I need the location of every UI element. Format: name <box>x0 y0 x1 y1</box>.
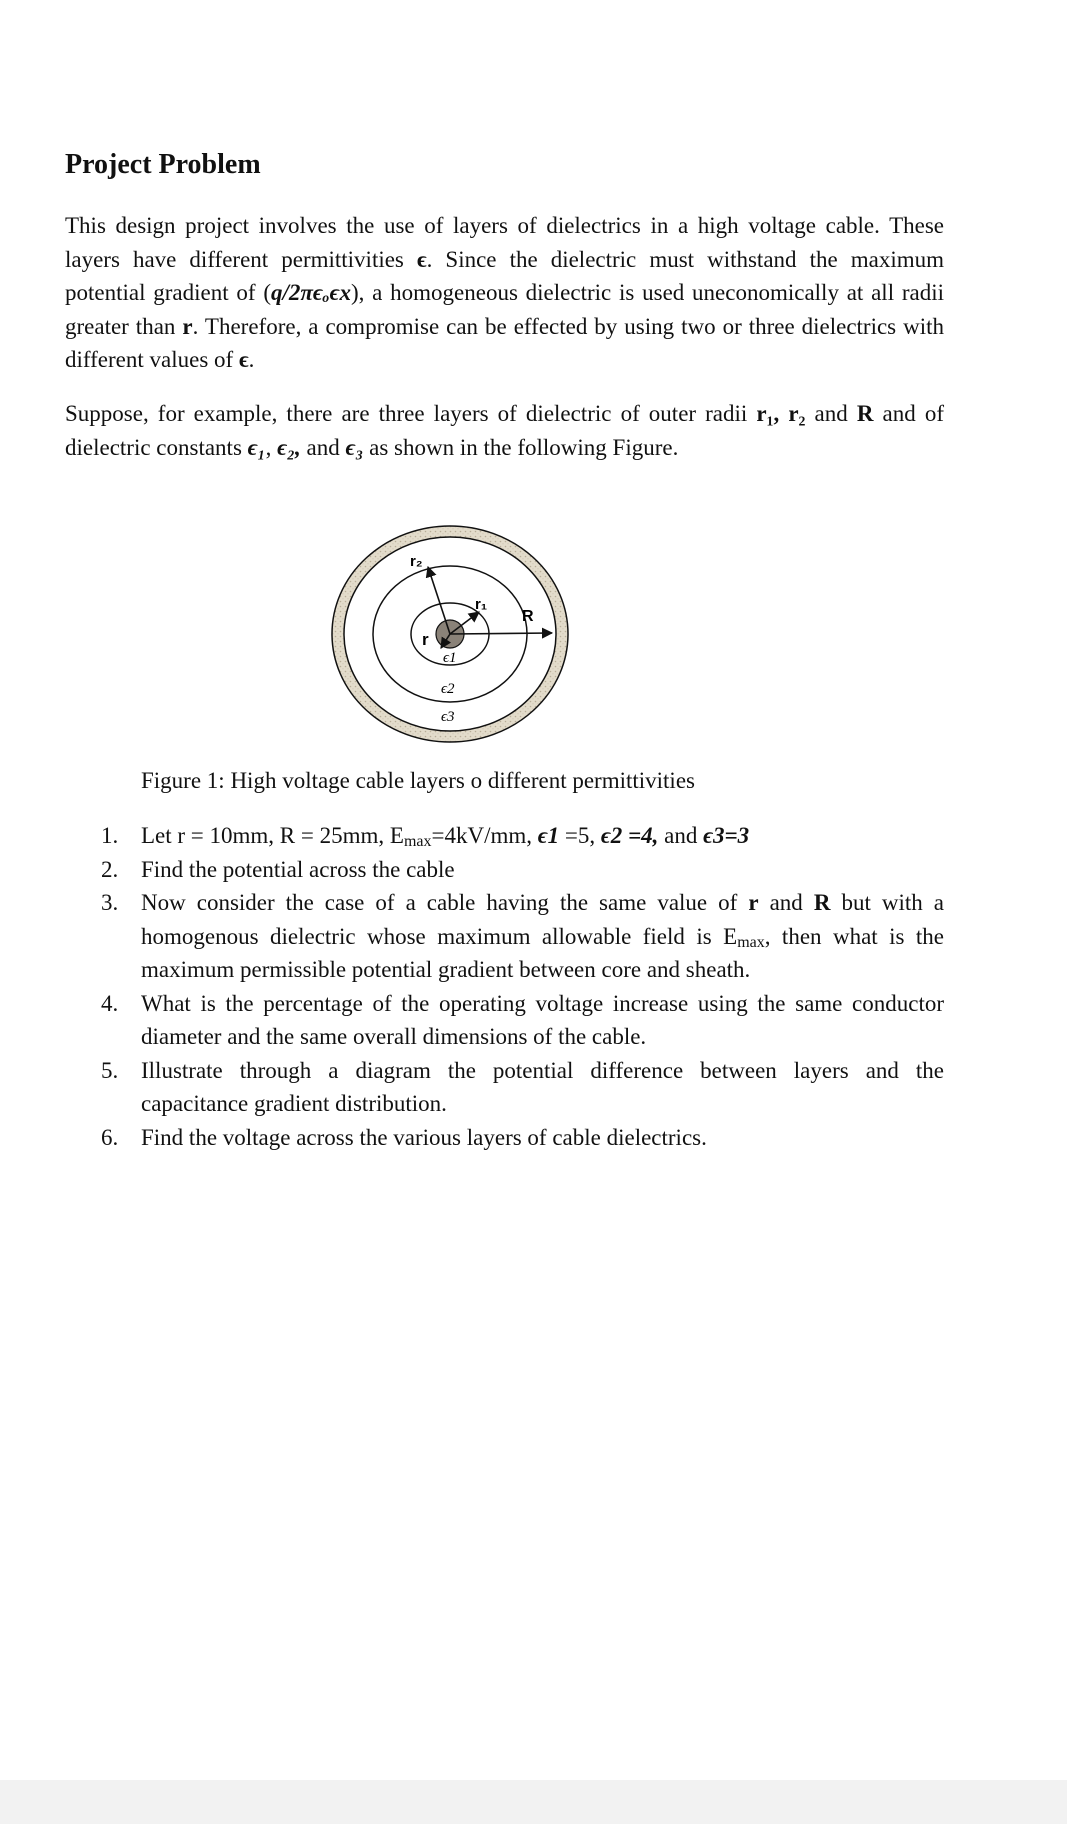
q1-text-c: =5, <box>559 823 601 848</box>
q3-text-b: and <box>758 890 814 915</box>
q1-value-4: =4, <box>622 823 659 848</box>
question-list <box>95 819 944 1154</box>
q3-text-c: but with a homogenous dielectric whose maximum allowable field is E <box>141 890 944 949</box>
layers-text-4: and <box>300 434 346 460</box>
label-R: R <box>522 608 534 625</box>
layers-text-1: Suppose, for example, there are three layers of dielectric of outer radii <box>65 401 757 426</box>
intro-text-2: . Since the dielectric must withstand the maximum potential gradient of ( <box>65 246 944 305</box>
list-item <box>95 1054 944 1121</box>
q1-epsilon-1: ϵ1 <box>537 823 560 848</box>
layers-comma: , <box>265 434 278 460</box>
epsilon-3: ϵ₃ <box>345 434 364 460</box>
q1-text-a: Let r = 10mm, R = 25mm, E <box>141 823 404 848</box>
q1-epsilon-2: ϵ2 <box>600 823 623 848</box>
layers-text-3: and of dielectric constants <box>65 401 945 460</box>
q6-text: Find the voltage across the various layers of cable dielectrics. <box>141 1124 707 1150</box>
radius-r1: r₁, <box>756 401 780 426</box>
q1-epsilon-3: ϵ3=3 <box>703 823 750 848</box>
figure-caption: Figure 1: High voltage cable layers o different permittivities <box>141 768 695 793</box>
radius-R-arrow <box>450 633 552 634</box>
q3-subscript-max: max <box>737 933 765 951</box>
intro-text-4: . Therefore, a compromise can be effected by using two or three dielectrics with different values of <box>65 313 944 372</box>
label-epsilon-1: ϵ1 <box>443 650 457 666</box>
gradient-formula: q/2πϵₒϵx <box>270 280 351 305</box>
intro-text-5: . <box>248 347 255 372</box>
radius-R: R <box>856 401 874 426</box>
list-item <box>95 819 944 853</box>
page-bottom-margin <box>0 1780 1067 1824</box>
q2-text: Find the potential across the cable <box>141 856 455 882</box>
list-number: 1. <box>101 823 119 848</box>
list-item <box>95 853 944 887</box>
cable-cross-section-diagram <box>329 520 571 750</box>
label-epsilon-3: ϵ3 <box>441 709 455 725</box>
list-item <box>95 886 944 987</box>
q1-text-b: =4kV/mm, <box>431 823 538 848</box>
list-item <box>95 987 944 1054</box>
layers-paragraph <box>65 397 944 464</box>
list-number: 2. <box>101 856 119 882</box>
label-r2: r₂ <box>410 553 423 570</box>
layers-text-5: as shown in the following Figure. <box>363 434 679 460</box>
radius-r2: r₂ <box>788 401 806 426</box>
q1-subscript-max: max <box>403 833 432 850</box>
intro-paragraph <box>65 209 944 377</box>
layers-text-2: and <box>805 401 857 426</box>
radius-r: r <box>182 313 193 339</box>
epsilon-2: ϵ₂, <box>277 434 301 460</box>
list-number: 5. <box>101 1057 119 1083</box>
page-title: Project Problem <box>65 149 261 180</box>
label-r: r <box>422 630 429 649</box>
intro-text-3: ), a homogeneous dielectric is used uneconomically at all radii greater than <box>65 280 945 339</box>
q1-text-e: and <box>658 823 704 848</box>
q4-text: What is the percentage of the operating voltage increase using the same conductor diameter and the same overall dimensions of the cable. <box>141 990 944 1049</box>
list-number: 3. <box>101 890 119 915</box>
epsilon-1: ϵ₁ <box>247 434 266 460</box>
q3-radius-r: r <box>748 890 759 915</box>
layers-space <box>779 401 788 426</box>
list-number: 4. <box>101 990 119 1016</box>
list-number: 6. <box>101 1124 119 1150</box>
q3-text-a: Now consider the case of a cable having the same value of <box>141 890 749 915</box>
list-item <box>95 1121 944 1155</box>
label-epsilon-2: ϵ2 <box>441 681 455 697</box>
intro-text-1: This design project involves the use of layers of dielectrics in a high voltage cable. These layers have different permittivities <box>65 213 944 272</box>
q3-radius-R: R <box>813 890 831 915</box>
label-r1: r₁ <box>475 596 488 613</box>
epsilon-symbol-end: ϵ <box>238 347 249 372</box>
q3-text-d: , then what is the maximum permissible potential gradient between core and sheath. <box>141 923 944 982</box>
epsilon-symbol: ϵ <box>416 246 427 272</box>
q5-text: Illustrate through a diagram the potential difference between layers and the capacitance gradient distribution. <box>141 1057 944 1116</box>
